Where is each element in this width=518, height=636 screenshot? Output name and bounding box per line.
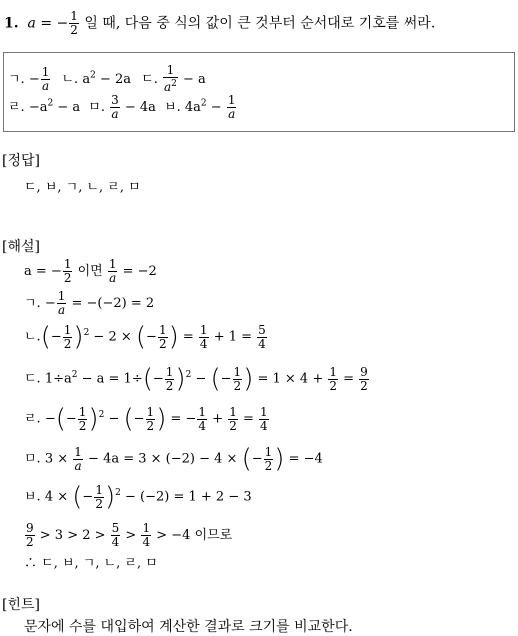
choices-row-2 xyxy=(8,94,237,121)
choice-b: ㅂ. $4a^2$ − $\frac{1}{a}$ xyxy=(164,93,236,121)
solution-line-3: ㄴ.(− $\frac{1}{2}$ )$^2$ − 2 × (− $\frac{1}{2}$ ) = $\frac{1}{4}$ + 1 = $\frac{5}{4}$ xyxy=(24,322,266,352)
solution-line-6: ㅁ. 3 × $\frac{1}{a}$ − 4a = 3 × (−2) − 4 × (− $\frac{1}{2}$ ) = −4 xyxy=(24,444,323,474)
choice-d: ㄷ. $\frac{1}{a^2}$ − a xyxy=(141,63,206,94)
solution-line-5: ㄹ. −(− $\frac{1}{2}$ )$^2$ − (− $\frac{1}{2}$ ) = − $\frac{1}{4}$ + $\frac{1}{2}$ = $\frac{1}{4}$ xyxy=(24,404,268,434)
solution-line-2: ㄱ. − $\frac{1}{a}$ = −(−2) = 2 xyxy=(24,289,155,317)
solution-conclusion: ∴ ㄷ, ㅂ, ㄱ, ㄴ, ㄹ, ㅁ xyxy=(24,556,158,571)
solution-line-8: $\frac{9}{2}$ > 3 > 2 > $\frac{5}{4}$ > $\frac{1}{4}$ > −4 이므로 xyxy=(26,521,233,549)
question-line xyxy=(4,10,435,37)
choice-g: ㄱ. − $\frac{1}{a}$ xyxy=(8,64,50,93)
answer-text: ㄷ, ㅂ, ㄱ, ㄴ, ㄹ, ㅁ xyxy=(24,180,141,195)
question-text: 일 때, 다음 중 식의 값이 큰 것부터 순서대로 기호를 써라. xyxy=(79,15,436,32)
choice-r: ㄹ. $-a^2 - a$ xyxy=(8,98,81,115)
choice-n: ㄴ. $a^2 - 2a$ xyxy=(61,70,131,87)
solution-header: [해설] xyxy=(2,239,40,255)
choices-row-1 xyxy=(8,64,206,94)
question-var: a = − xyxy=(27,15,69,32)
answer-header: [정답] xyxy=(2,153,40,169)
question-number: 1. xyxy=(4,15,19,32)
question-fraction: $\frac{1}{2}$ xyxy=(70,9,78,37)
hint-header: [힌트] xyxy=(2,597,40,613)
choice-m: ㅁ. $\frac{3}{a}$ − 4a xyxy=(88,93,156,121)
hint-text: 문자에 수를 대입하여 계산한 결과로 크기를 비교한다. xyxy=(24,619,353,635)
solution-line-7: ㅂ. 4 × (− $\frac{1}{2}$ )$^2$ − (−2) = 1 + 2 − 3 xyxy=(24,482,252,512)
solution-line-4: ㄷ. $1\div a^2 - a = 1\div(-$ $\frac{1}{2}$ )$^2$ − (− $\frac{1}{2}$ ) = 1 × 4 + $\frac{1}{2}$ = $\frac{9}{2}$ xyxy=(24,364,368,394)
solution-line-1: a = − $\frac{1}{2}$ 이면 $\frac{1}{a}$ = −2 xyxy=(24,257,157,285)
